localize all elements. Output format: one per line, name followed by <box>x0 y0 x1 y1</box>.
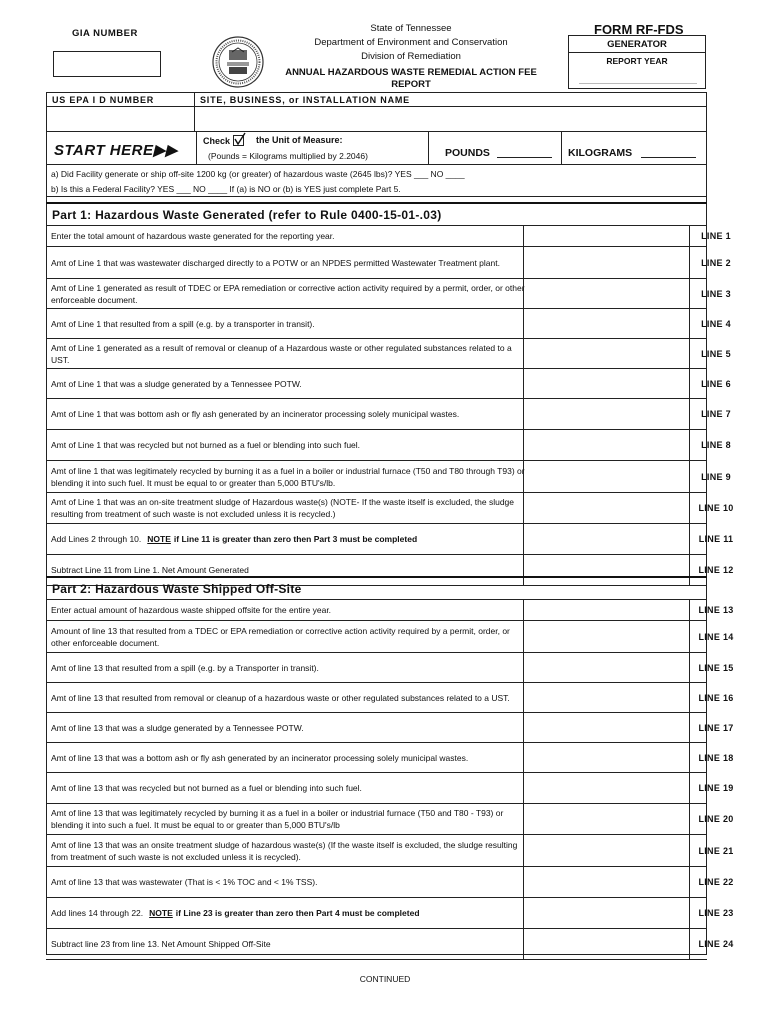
line-amount-field[interactable] <box>523 339 690 368</box>
line-description <box>51 929 531 959</box>
line-amount-field[interactable] <box>523 653 690 682</box>
line-description-text: Subtract Line 11 from Line 1. Net Amount Generated <box>51 565 249 575</box>
line-number-label: LINE 22 <box>698 877 734 887</box>
line-row <box>46 309 731 339</box>
start-here-label: START HERE▶▶ <box>54 142 178 159</box>
line-description <box>51 247 531 278</box>
line-row <box>46 339 731 369</box>
line-description-text: Enter actual amount of hazardous waste shipped offsite for the entire year. <box>51 605 332 615</box>
question-divider <box>46 196 707 197</box>
line-description <box>51 600 531 620</box>
department-name: Department of Environment and Conservation <box>314 37 508 48</box>
line-amount-field[interactable] <box>523 279 690 308</box>
line-row <box>46 683 734 713</box>
line-number-label: LINE 10 <box>698 503 734 513</box>
line-number-label: LINE 2 <box>701 257 731 268</box>
line-row <box>46 835 734 867</box>
line-number-label: LINE 15 <box>698 662 734 673</box>
line-description-text: Amt of line 13 that was wastewater (That is < 1% TOC and < 1% TSS). <box>51 877 318 887</box>
line-row <box>46 743 734 773</box>
line-amount-field[interactable] <box>523 226 690 246</box>
line-description-text: Amt of line 13 that resulted from a spill (e.g. by a Transporter in transit). <box>51 662 319 673</box>
line-amount-field[interactable] <box>523 369 690 398</box>
line-description-text: Subtract line 23 from line 13. Net Amount Shipped Off-Site <box>51 939 271 949</box>
question-b: b) Is this a Federal Facility? YES ___ NO ____ If (a) is NO or (b) is YES just complete Part 5. <box>51 184 401 194</box>
line-row <box>46 279 731 309</box>
line-amount-field[interactable] <box>523 898 690 928</box>
line-description <box>51 339 531 368</box>
line-number-label: LINE 14 <box>698 631 734 642</box>
line-description <box>51 683 531 712</box>
unit-row <box>46 132 707 165</box>
line-row <box>46 713 734 743</box>
line-number-label: LINE 23 <box>698 908 734 918</box>
generator-label: GENERATOR <box>607 39 667 50</box>
line-row <box>46 524 734 555</box>
unit-row-divider-2 <box>428 132 429 165</box>
form-id: FORM RF-FDS <box>594 22 684 37</box>
line-description <box>51 461 531 492</box>
line-description-text: Amt of Line 1 that was wastewater discharged directly to a POTW or an NPDES permitted Wastewater Treatment plant. <box>51 257 500 268</box>
line-number-label: LINE 24 <box>698 939 734 949</box>
line-number-label: LINE 6 <box>701 378 731 389</box>
line-description-text: Amt of Line 1 that was bottom ash or fly ash generated by an incinerator processing solely municipal wastes. <box>51 409 460 419</box>
question-a: a) Did Facility generate or ship off-site 1200 kg (or greater) of hazardous waste (2645 lbs)? YES ___ NO ____ <box>51 169 465 179</box>
line-description-text: Amt of Line 1 that resulted from a spill (e.g. by a transporter in transit). <box>51 318 315 329</box>
line-description-text: Add Lines 2 through 10. <box>51 534 142 544</box>
line-amount-field[interactable] <box>523 493 690 523</box>
note-text: if Line 23 is greater than zero then Part 4 must be completed <box>175 908 420 918</box>
part1-title: Part 1: Hazardous Waste Generated (refer to Rule 0400-15-01-.03) <box>52 208 442 222</box>
line-number-label: LINE 21 <box>698 845 734 856</box>
conversion-note: (Pounds = Kilograms multiplied by 2.2046) <box>208 151 368 161</box>
line-number-label: LINE 7 <box>701 409 731 419</box>
line-row <box>46 247 731 279</box>
line-description <box>51 493 531 523</box>
check-mark-icon <box>233 132 247 146</box>
check-text: Check <box>203 136 231 146</box>
id-row-divider <box>194 92 195 132</box>
line-number-label: LINE 16 <box>698 692 734 703</box>
line-number-label: LINE 19 <box>698 783 734 793</box>
line-description <box>51 898 531 928</box>
line-number-label: LINE 11 <box>698 534 734 544</box>
check-label <box>203 135 247 146</box>
line-row <box>46 430 731 461</box>
unit-checkbox[interactable] <box>233 135 244 146</box>
line-amount-field[interactable] <box>523 247 690 278</box>
line-description <box>51 399 531 429</box>
line-row <box>46 621 734 653</box>
line-description <box>51 226 531 246</box>
line-row <box>46 461 731 493</box>
note-label: NOTE <box>149 908 173 918</box>
line-amount-field[interactable] <box>523 621 690 652</box>
pounds-field[interactable] <box>497 157 552 158</box>
gia-number-field[interactable] <box>53 51 161 77</box>
line-row <box>46 600 734 621</box>
line-row <box>46 804 734 835</box>
unit-row-divider-1 <box>196 132 197 165</box>
line-amount-field[interactable] <box>523 713 690 742</box>
note-label: NOTE <box>147 534 171 544</box>
report-year-field[interactable] <box>579 70 697 84</box>
line-description-text: Amt of Line 1 generated as a result of removal or cleanup of a Hazardous waste or other regulated substances related to a UST. <box>51 342 512 365</box>
line-description <box>51 309 531 338</box>
line-row <box>46 399 731 430</box>
line-description-text: Amt of line 13 that was a sludge generated by a Tennessee POTW. <box>51 722 304 733</box>
kilograms-field[interactable] <box>641 157 696 158</box>
state-name: State of Tennessee <box>370 23 452 34</box>
line-amount-field[interactable] <box>523 867 690 897</box>
line-amount-field[interactable] <box>523 835 690 866</box>
line-description-text: Amt of line 13 that was legitimately recycled by burning it as a fuel in a boiler or industrial furnace (T50 and T80 - T93) or blending it into such a fuel. It must be equal to or greater than 5,000 BTU's/lb <box>51 808 504 830</box>
part2-title: Part 2: Hazardous Waste Shipped Off-Site <box>52 582 302 596</box>
line-description <box>51 524 531 554</box>
id-row <box>46 92 707 132</box>
form-title <box>270 67 552 91</box>
line-number-label: LINE 4 <box>701 318 731 329</box>
line-row <box>46 369 731 399</box>
epa-id-label: US EPA I D NUMBER <box>52 95 155 105</box>
line-row <box>46 493 734 524</box>
line-number-label: LINE 20 <box>698 814 734 824</box>
line-row <box>46 653 734 683</box>
line-amount-field[interactable] <box>523 773 690 803</box>
line-description-text: Amt of line 13 that was a bottom ash or fly ash generated by an incinerator processing solely municipal wastes. <box>51 752 469 763</box>
line-number-label: LINE 3 <box>701 288 731 299</box>
line-number-label: LINE 5 <box>701 348 731 359</box>
continued-label: CONTINUED <box>359 974 411 984</box>
line-row <box>46 867 734 898</box>
generator-divider <box>569 52 705 53</box>
line-number-label: LINE 1 <box>701 231 731 241</box>
line-description-text: Amt of Line 1 that was recycled but not burned as a fuel or blending into such fuel. <box>51 440 361 450</box>
line-amount-field[interactable] <box>523 399 690 429</box>
line-amount-field[interactable] <box>523 309 690 338</box>
pounds-label: POUNDS <box>445 147 490 159</box>
note-text: if Line 11 is greater than zero then Part 3 must be completed <box>173 534 418 544</box>
division-name: Division of Remediation <box>361 51 461 62</box>
form-title-line1: ANNUAL HAZARDOUS WASTE REMEDIAL ACTION FEE <box>285 67 537 78</box>
line-description <box>51 867 531 897</box>
line-description <box>51 743 531 772</box>
part1-header <box>46 202 707 226</box>
line-row <box>46 226 731 247</box>
line-description-text: Amt of Line 1 that was a sludge generated by a Tennessee POTW. <box>51 378 302 389</box>
line-amount-field[interactable] <box>523 743 690 772</box>
line-description <box>51 279 531 308</box>
line-description-text: Amount of line 13 that resulted from a TDEC or EPA remediation or corrective action activity required by a permit, order, or other enforceable document. <box>51 625 510 648</box>
line-description-text: Add lines 14 through 22. <box>51 908 144 918</box>
line-amount-field[interactable] <box>523 461 690 492</box>
gia-number-label: GIA NUMBER <box>72 28 138 39</box>
line-row <box>46 898 734 929</box>
line-description <box>51 773 531 803</box>
part2-header <box>46 576 707 600</box>
line-amount-field[interactable] <box>523 683 690 712</box>
line-amount-field[interactable] <box>523 600 690 620</box>
line-description <box>51 653 531 682</box>
line-description <box>51 835 531 866</box>
unit-row-divider-3 <box>561 132 562 165</box>
line-description-text: Enter the total amount of hazardous waste generated for the reporting year. <box>51 231 335 241</box>
report-year-label: REPORT YEAR <box>606 56 668 66</box>
line-amount-field[interactable] <box>523 804 690 834</box>
id-row-subline <box>46 106 707 107</box>
line-description <box>51 369 531 398</box>
line-description-text: Amt of line 13 that was an onsite treatment sludge of hazardous waste(s) (If the waste itself is excluded, the sludge resulting from treatment of such waste is not excluded unless it is recycled). <box>51 839 518 862</box>
line-number-label: LINE 18 <box>698 752 734 763</box>
kilograms-label: KILOGRAMS <box>568 147 633 159</box>
line-description <box>51 804 531 834</box>
line-number-label: LINE 9 <box>701 471 731 482</box>
line-description-text: Amt of Line 1 generated as result of TDEC or EPA remediation or corrective action activity required by a permit, order, or other enforceable document. <box>51 282 525 305</box>
line-description-text: Amt of Line 1 that was an on-site treatment sludge of Hazardous waste(s) (NOTE- If the waste itself is excluded, the sludge resulting from treatment of such waste is not excluded unless it is recycled.) <box>51 497 514 519</box>
line-row <box>46 929 734 960</box>
line-number-label: LINE 8 <box>701 440 731 450</box>
line-number-label: LINE 17 <box>698 722 734 733</box>
line-amount-field[interactable] <box>523 929 690 959</box>
unit-of-measure-label: the Unit of Measure: <box>256 135 343 145</box>
line-description-text: Amt of line 13 that resulted from removal or cleanup of a hazardous waste or other regulated substances related to a UST. <box>51 692 510 703</box>
line-description <box>51 430 531 460</box>
line-description-text: Amt of line 1 that was legitimately recycled by burning it as a fuel in a boiler or industrial furnace (T50 and T80 through T93) or blending it into such fuel. It must be equal to or greater than 5,000 BTU's/lb. <box>51 465 525 488</box>
line-number-label: LINE 13 <box>698 605 734 615</box>
generator-box <box>568 35 706 89</box>
form-title-line2: REPORT <box>391 79 431 90</box>
line-amount-field[interactable] <box>523 524 690 554</box>
tennessee-seal-icon <box>212 36 264 88</box>
line-description <box>51 713 531 742</box>
site-name-label: SITE, BUSINESS, or INSTALLATION NAME <box>200 95 410 105</box>
line-amount-field[interactable] <box>523 430 690 460</box>
line-number-label: LINE 12 <box>698 565 734 575</box>
line-description <box>51 621 531 652</box>
line-row <box>46 773 734 804</box>
line-description-text: Amt of line 13 that was recycled but not burned as a fuel or blending into such fuel. <box>51 783 362 793</box>
